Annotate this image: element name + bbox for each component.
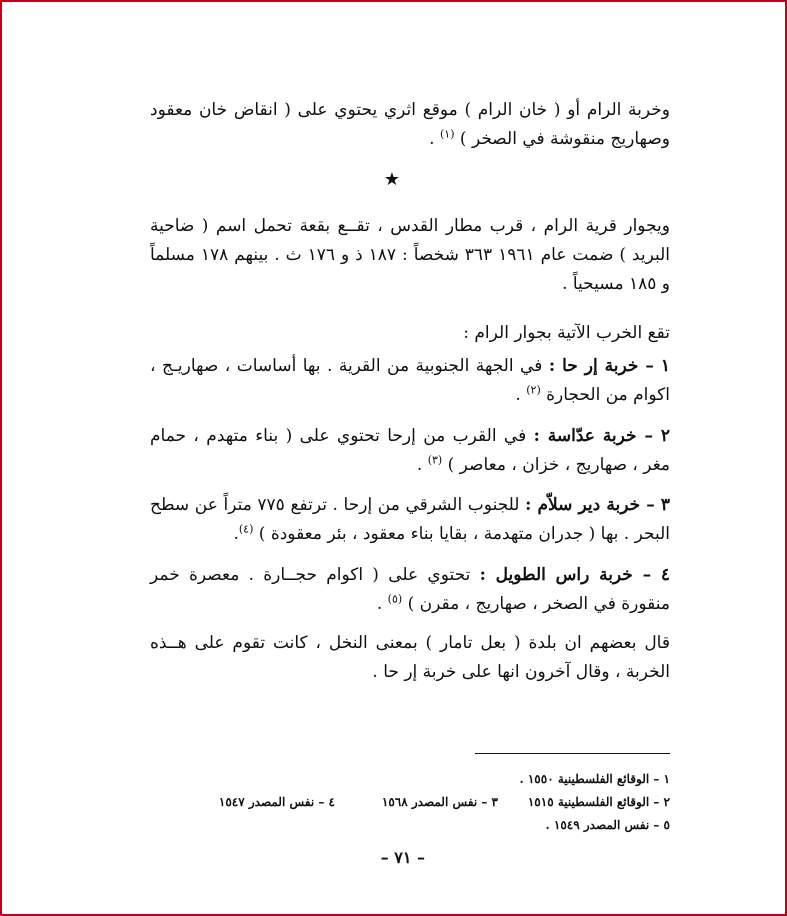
item-khirbet-addasa xyxy=(150,422,670,480)
footnote-1: ١ – الوقائع الفلسطينية ١٥٥٠ . xyxy=(519,772,670,786)
footnote-2: ٢ – الوقائع الفلسطينية ١٥١٥ xyxy=(527,795,670,809)
item-khirbet-ras-al-tawil xyxy=(150,561,670,619)
page-number: – ٧١ – xyxy=(380,848,425,867)
item-khirbet-ras-al-tawil-end: . xyxy=(376,594,388,614)
paragraph-ram xyxy=(150,96,670,154)
footnote-5: ٥ – نفس المصدر ١٥٤٩ . xyxy=(545,818,670,832)
item-khirbet-irha-title: ١ – خربة إر حا : xyxy=(548,356,670,376)
item-khirbet-deir-sallam-end: . xyxy=(233,524,239,544)
item-khirbet-addasa-title: ٢ – خربة عدّاسة : xyxy=(533,426,670,446)
paragraph-baal-tamar: قال بعضهم ان بلدة ( بعل تامار ) بمعنى النخل ، كانت تقوم على هــذه الخربة ، وقال آخرون انها على خربة إر حا . xyxy=(150,633,670,682)
footnote-ref-5: (٥) xyxy=(387,592,403,606)
item-khirbet-addasa-text: في القرب من إرحا تحتوي على ( بناء متهدم ، حمام مغر ، صهاريج ، خزان ، معاصر ) xyxy=(150,426,670,475)
section-star-icon: ★ xyxy=(383,169,400,190)
footnote-divider xyxy=(475,753,670,754)
paragraph-ram-text: وخربة الرام أو ( خان الرام ) موقع اثري يحتوي على ( انقاض خان معقود وصهاريج منقوشة في الصخر ) xyxy=(150,100,670,149)
item-khirbet-ras-al-tawil-title: ٤ – خربة راس الطويل : xyxy=(479,565,670,585)
item-khirbet-deir-sallam-text: للجنوب الشرقي من إرحا . ترتفع ٧٧٥ متراً عن سطح البحر . بها ( جدران متهدمة ، بقايا بناء معقود ، بئر معقودة ) xyxy=(150,495,670,544)
paragraph-ram-end: . xyxy=(429,129,440,149)
item-khirbet-irha xyxy=(150,352,670,410)
item-khirbet-ras-al-tawil-text: تحتوي على ( اكوام حجــارة . معصرة خمر منقورة في الصخر ، صهاريج ، مقرن ) xyxy=(150,565,670,614)
item-khirbet-deir-sallam xyxy=(150,491,670,549)
paragraph-dahiyat-al-barid: ويجوار قرية الرام ، قرب مطار القدس ، تقــع بقعة تحمل اسم ( ضاحية البريد ) ضمت عام ١٩٦١ ٣٦٣ شخصاً : ١٨٧ ذ و ١٧٦ ث . بينهم ١٧٨ مسلماً و ١٨٥ مسيحياً . xyxy=(150,216,670,294)
footnote-ref-1: (١) xyxy=(439,127,455,141)
footnote-4: ٤ – نفس المصدر ١٥٤٧ xyxy=(218,795,335,809)
book-page xyxy=(150,88,670,888)
item-khirbet-irha-end: . xyxy=(515,385,527,405)
item-khirbet-deir-sallam-title: ٣ – خربة دير سلاّم : xyxy=(525,495,670,515)
item-khirbet-addasa-end: . xyxy=(416,455,428,475)
footnote-ref-2: (٢) xyxy=(526,383,541,397)
footnote-3: ٣ – نفس المصدر ١٥٦٨ xyxy=(381,795,498,809)
footnote-ref-3: (٣) xyxy=(427,453,443,467)
paragraph-intro-ruins: تقع الخرب الآتية بجوار الرام : xyxy=(463,323,670,343)
footnote-ref-4: (٤) xyxy=(238,522,254,536)
item-khirbet-irha-text: في الجهة الجنوبية من القرية . بها أساسات ، صهاريـج ، اكوام من الحجارة xyxy=(150,356,670,405)
